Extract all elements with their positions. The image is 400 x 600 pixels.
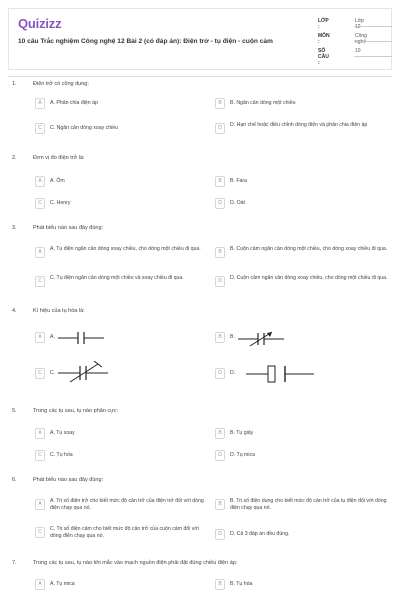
option-a[interactable] [35, 579, 205, 593]
meta-subject-label: MÔN : [318, 33, 330, 45]
option-text: C. Ngăn cản dòng xoay chiều [50, 125, 119, 131]
option-letter-badge: A [35, 98, 45, 109]
option-text: B. Fara [230, 178, 248, 184]
option-text: A. Tụ mica [50, 581, 75, 587]
option-text: B. Tụ hóa [230, 581, 253, 587]
option-text: B. Cuộn cảm ngăn cản dòng một chiều, cho dòng xoay chiều đi qua. [230, 246, 388, 252]
option-b[interactable] [215, 176, 385, 190]
option-letter-badge: B [215, 247, 225, 258]
option-c[interactable] [35, 450, 205, 464]
question-text: Phát biểu nào sau đây đúng: [33, 225, 104, 231]
option-text: A. Ôm [50, 178, 65, 184]
option-letter-badge: C [35, 527, 45, 538]
option-text: C. Tụ điện ngăn cản dòng một chiều và xoay chiều đi qua. [50, 275, 184, 281]
option-b[interactable] [215, 579, 385, 593]
option-text: C. Tụ hóa [50, 452, 73, 458]
question-text: Trong các tụ sau, tụ nào khi mắc vào mạch nguồn điện phải đặt đúng chiều điện áp: [33, 560, 238, 566]
option-d[interactable] [215, 275, 388, 290]
option-letter-badge: B [215, 332, 225, 343]
option-a[interactable] [35, 428, 205, 442]
option-text: A. [50, 334, 55, 340]
question-text: Đơn vị đo điện trở là: [33, 155, 85, 161]
option-letter-badge: B [215, 428, 225, 439]
option-d[interactable] [215, 450, 385, 464]
option-text: A. Phân chia điện áp [50, 100, 98, 106]
option-d[interactable] [215, 123, 385, 137]
option-letter-badge: C [35, 198, 45, 209]
question-number: 2. [12, 155, 17, 161]
meta-line [354, 56, 392, 57]
option-b[interactable] [215, 499, 385, 513]
option-letter-badge: B [215, 579, 225, 590]
option-letter-badge: D [215, 368, 225, 379]
option-letter-badge: D [215, 529, 225, 540]
option-text: B. Ngăn cản dòng một chiều [230, 100, 296, 106]
option-letter-badge: B [215, 98, 225, 109]
meta-line [354, 41, 392, 42]
option-c[interactable] [35, 368, 205, 382]
option-text: D. [230, 370, 236, 376]
option-d[interactable] [215, 529, 385, 543]
option-text: D. Oát [230, 200, 245, 206]
meta-count-label: SỐ CÂU : [318, 48, 329, 66]
trimmer-capacitor-symbol-icon [58, 361, 112, 383]
option-c[interactable] [35, 198, 205, 212]
header-divider [8, 76, 392, 77]
option-a[interactable] [35, 98, 205, 112]
question-text: Kí hiệu của tụ hóa là: [33, 308, 85, 314]
variable-capacitor-symbol-icon [238, 330, 290, 348]
option-text: C. Henry [50, 200, 71, 206]
option-b[interactable] [215, 332, 385, 346]
option-text: B. Tụ giấy [230, 430, 254, 436]
option-c[interactable] [35, 123, 205, 137]
worksheet-title: 10 câu Trắc nghiệm Công nghệ 12 Bài 2 (có đáp án): Điện trở - tụ điện - cuộn cảm [18, 38, 273, 45]
option-letter-badge: A [35, 499, 45, 510]
option-a[interactable] [35, 499, 205, 513]
option-text: C. [50, 370, 56, 376]
quizizz-logo: Quizizz [18, 16, 62, 31]
option-text: B. Trị số điện dung cho biết mức độ cản trở của tụ điện đối với dòng điện chạy qua nó. [230, 498, 387, 511]
option-letter-badge: C [35, 123, 45, 134]
option-d[interactable] [215, 198, 385, 212]
option-b[interactable] [215, 246, 388, 261]
question-text: Phát biểu nào sau đây đúng: [33, 477, 104, 483]
meta-subject-value: Công nghệ [355, 33, 367, 45]
meta-count-value: 10 [355, 48, 361, 54]
option-letter-badge: D [215, 123, 225, 134]
question-number: 7. [12, 560, 17, 566]
option-text: A. Tụ xoay [50, 430, 75, 436]
option-d[interactable] [215, 368, 385, 382]
option-text: B. [230, 334, 235, 340]
question-number: 4. [12, 308, 17, 314]
option-a[interactable] [35, 176, 205, 190]
option-letter-badge: B [215, 499, 225, 510]
question-number: 3. [12, 225, 17, 231]
option-text: A. Trị số điện trở cho biết mức độ cản trở của điện trở đối với dòng điện chạy qua nó. [50, 498, 204, 511]
option-text: D. Cuộn cảm ngăn cản dòng xoay chiều, cho dòng một chiều đi qua. [230, 275, 388, 281]
option-letter-badge: D [215, 198, 225, 209]
option-text: D. Tụ mica [230, 452, 255, 458]
question-text: Điện trở có công dụng: [33, 81, 89, 87]
option-letter-badge: C [35, 368, 45, 379]
meta-line [354, 26, 392, 27]
option-a[interactable] [35, 332, 205, 346]
capacitor-symbol-icon [58, 330, 108, 346]
option-text: A. Tụ điện ngăn cản dòng xoay chiều, cho dòng một chiều đi qua. [50, 246, 201, 252]
option-text: C. Trị số điện cảm cho biết mức độ cản trở của cuộn cảm đối với dòng điện chạy qua nó. [50, 526, 199, 539]
electrolytic-capacitor-symbol-icon [238, 363, 318, 385]
option-text: D. Hạn chế hoặc điều chỉnh dòng điện và phân chia điện áp [230, 122, 368, 128]
worksheet-header [8, 8, 392, 70]
meta-grade-label: LỚP : [318, 18, 329, 30]
question-number: 5. [12, 408, 17, 414]
option-letter-badge: A [35, 332, 45, 343]
option-letter-badge: A [35, 247, 45, 258]
question-number: 1. [12, 81, 17, 87]
option-text: D. Cả 3 đáp án đều đúng. [230, 531, 290, 537]
option-letter-badge: A [35, 428, 45, 439]
option-letter-badge: D [215, 450, 225, 461]
option-c[interactable] [35, 527, 205, 541]
meta-grade-value: Lớp 12 [355, 18, 364, 30]
question-text: Trong các tụ sau, tụ nào phân cực: [33, 408, 119, 414]
option-letter-badge: A [35, 579, 45, 590]
option-a[interactable] [35, 247, 205, 261]
question-number: 6. [12, 477, 17, 483]
option-letter-badge: C [35, 450, 45, 461]
option-b[interactable] [215, 428, 385, 442]
option-b[interactable] [215, 98, 385, 112]
option-letter-badge: B [215, 176, 225, 187]
option-c[interactable] [35, 276, 205, 290]
option-letter-badge: D [215, 276, 225, 287]
option-letter-badge: A [35, 176, 45, 187]
option-letter-badge: C [35, 276, 45, 287]
